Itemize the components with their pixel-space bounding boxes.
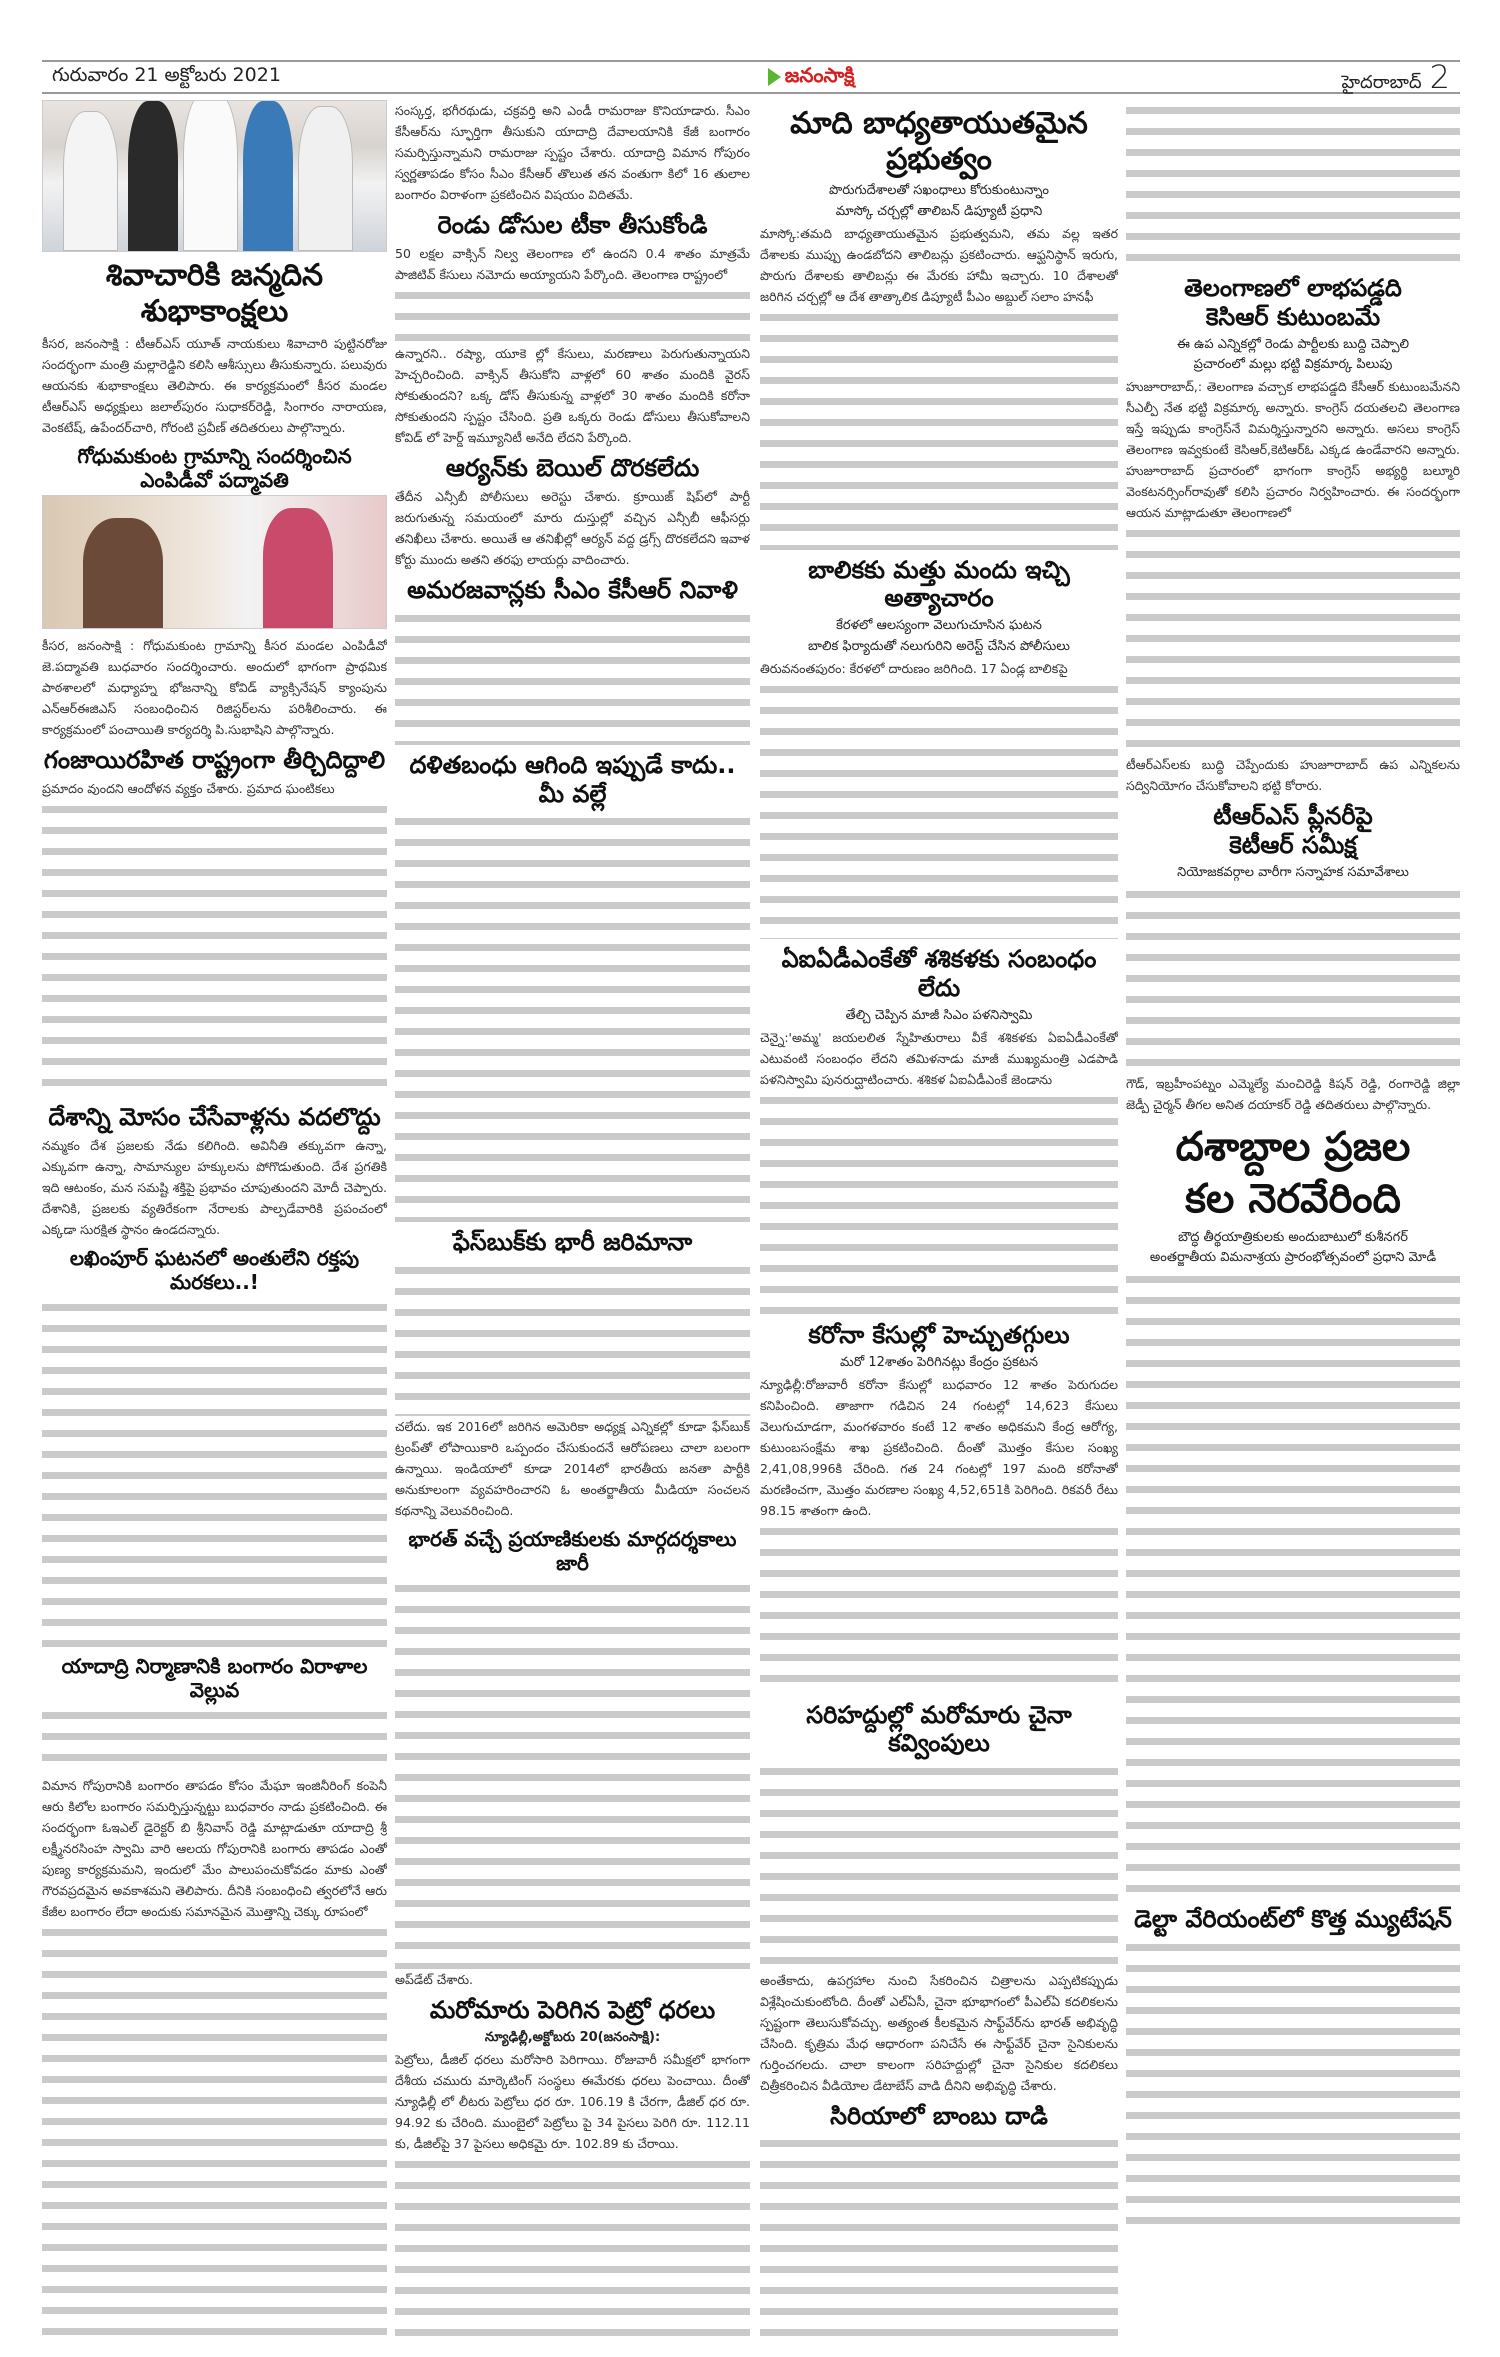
headline: ఆర్యన్‌కు బెయిల్ దొరకలేదు bbox=[445, 454, 700, 483]
article-text-lines bbox=[42, 1705, 387, 1775]
subheadline: మాస్కో చర్చల్లో తాలిబన్ డిప్యూటీ ప్రధాని bbox=[835, 203, 1043, 219]
headline-line: దశాబ్దాల ప్రజల bbox=[1175, 1123, 1411, 1170]
headline: మరోమారు పెరిగిన పెట్రో ధరలు bbox=[429, 1996, 716, 2025]
headline: అమరజవాన్లకు సీఎం కేసీఆర్ నివాళి bbox=[407, 576, 738, 605]
article-text-lines bbox=[1126, 523, 1460, 754]
article-text-lines bbox=[1126, 100, 1460, 268]
article-body: పెట్రోలు, డీజిల్ ధరలు మరోసారి పెరిగాయి. రోజువారీ సమీక్షలో భాగంగా దేశీయ చమురు మార్కెటింగ్ సంస్థలు ఈమేరకు ధరలు పెంచాయి. దీంతో న్యూఢిల్లీ లో లీటరు పెట్రోలు ధర రూ. 106.19 కి చేరగా, డీజిల్ ధర రూ. 94.92 కు చేరింది. ముంబైలో పెట్రోలు పై 34 పైసలు పెరిగి రూ. 112.11 కు, డీజిల్‌పై 37 పైసలు అధికమై రూ. 102.89 కు చేరాయి. bbox=[395, 2051, 750, 2151]
column-1 bbox=[42, 100, 387, 2340]
headline: ఫేస్‌బుక్‌కు భారీ జరిమానా bbox=[452, 1228, 693, 1257]
subheadline: తేల్చి చెప్పిన మాజీ సిఎం పళనిస్వామి bbox=[845, 1007, 1033, 1023]
headline: ఏఐఏడీఎంకేతో శశికళకు సంబంధం లేదు bbox=[781, 945, 1097, 1003]
article-body: నమ్మకం దేశ ప్రజలకు నేడు కలిగింది. అవినీతి తక్కువగా ఉన్నా, ఎక్కువగా ఉన్నా, సామాన్యుల హక్కులను పోగొడుతుంది. దేశ ప్రగతికి ఇది ఆటంకం, మన సమష్టి శక్తిపై ప్రభావం చూపుతుందని మోదీ చెప్పారు. దేశానికి, ప్రజలకు వ్యతిరేకంగా నేరాలకు పాల్పడేవారికి ప్రపంచంలో ఎక్కడా సురక్షిత స్థానం ఉండదన్నారు. bbox=[42, 1138, 387, 1238]
headline-line: తెలంగాణలో లాభపడ్డది bbox=[1184, 274, 1402, 302]
news-photo-birthday bbox=[42, 100, 387, 252]
article-body: విమాన గోపురానికి బంగారం తాపడం కోసం మేఘా ఇంజినీరింగ్ కంపెనీ ఆరు కిలోల బంగారం సమర్పిస్తున్నట్టు బుధవారం నాడు ప్రకటించింది. ఈ సందర్భంగా ఓఇఎల్ డైరెక్టర్ బి శ్రీనివాస్ రెడ్డి మాట్లాడుతూ యాదాద్రి శ్రీ లక్ష్మీనరసింహ స్వామి వారి ఆలయ గోపురానికి బంగారు తాపడం ఎంతో పుణ్య కార్యక్రమమని, ఇందులో మేం పాలుపంచుకోవడం మాకు ఎంతో గౌరవప్రదమైన అవకాశమని తెలిపారు. దీనికి సంబంధించి త్వరలోనే ఆరు కేజీల బంగారం లేదా అందుకు సమానమైన మొత్తాన్ని చెక్కు రూపంలో bbox=[42, 1778, 387, 1920]
headline-line: కల నెరవేరింది bbox=[1185, 1175, 1401, 1222]
article-body: తేదీన ఎన్సీబీ పోలీసులు అరెస్టు చేశారు. క్రూయిజ్ షిప్‌లో పార్టీ జరుగుతున్న సమయంలో మారు దుస్తుల్లో వచ్చిన ఎన్సీబీ ఆఫీసర్లు తనిఖీలు చేశారు. అయితే ఆ తనిఖీల్లో ఆర్యన్ వద్ద డ్రగ్స్ దొరకలేదని ఇవాళ కోర్టు ముందు అతని తరఫు లాయర్లు వాదించారు. bbox=[395, 489, 750, 568]
article-body: గౌడ్, ఇబ్రహీంపట్నం ఎమ్మెల్యే మంచిరెడ్డి కిషన్ రెడ్డి, రంగారెడ్డి జిల్లా జెడ్పీ చైర్మన్ తీగల అనిత దయాకర్ రెడ్డి తదితరులు పాల్గొన్నారు. bbox=[1126, 1075, 1460, 1112]
article-text-lines bbox=[395, 1260, 750, 1416]
logo-text: జనంసాక్షి bbox=[784, 62, 855, 87]
headline: కరోనా కేసుల్లో హెచ్చుతగ్గులు bbox=[808, 1321, 1070, 1350]
headline: దేశాన్ని మోసం చేసేవాళ్లను వదలొద్దు bbox=[48, 1103, 381, 1132]
headline: సరిహద్దుల్లో మరోమారు చైనా కవ్వింపులు bbox=[806, 1700, 1072, 1758]
article-body: న్యూఢిల్లీ:రోజువారీ కరోనా కేసుల్లో బుధవారం 12 శాతం పెరుగుదల కనిపించింది. తాజాగా గడిచిన 24 గంటల్లో 14,623 కేసులు వెలుగుచూడగా, మంగళవారం కంటే 12 శాతం అధికమని కేంద్ర ఆరోగ్య, కుటుంబసంక్షేమ శాఖ ప్రకటించింది. దీంతో మొత్తం కేసుల సంఖ్య 2,41,08,996కి చేరింది. గత 24 గంటల్లో 197 మంది కరోనాతో మరణించగా, మొత్తం మరణాల సంఖ్య 4,52,651కి పెరిగింది. రికవరీ రేటు 98.15 శాతంగా ఉంది. bbox=[760, 1376, 1118, 1518]
page-number: 2 bbox=[1429, 57, 1450, 96]
subheadline: కేరళలో ఆలస్యంగా వెలుగుచూసిన ఘటన bbox=[836, 618, 1042, 634]
subheadline: ఈ ఉప ఎన్నికల్లో రెండు పార్టీలకు బుద్ది చెప్పాలి bbox=[1176, 336, 1410, 352]
headline: డెల్టా వేరియంట్‌లో కొత్త మ్యుటేషన్ bbox=[1134, 1905, 1452, 1934]
column-3 bbox=[760, 100, 1118, 2340]
headline-line: కెసిఆర్ కుటుంబమే bbox=[1205, 302, 1381, 331]
issue-date: గురువారం 21 అక్టోబరు 2021 bbox=[52, 63, 281, 86]
headline: గంజాయిరహిత రాష్ట్రంగా తీర్చిదిద్దాలి bbox=[43, 746, 386, 775]
subheadline: పొరుగుదేశాలతో సఖంధాలు కోరుకుంటున్నాం bbox=[829, 183, 1049, 198]
newspaper-logo bbox=[768, 63, 855, 92]
subheadline: బాలిక ఫిర్యాదుతో నలుగురిని అరెస్ట్ చేసిన పోలీసులు bbox=[808, 639, 1070, 655]
article-text-lines bbox=[395, 285, 750, 344]
headline bbox=[1126, 802, 1460, 860]
headline: బాలికకు మత్తు మందు ఇచ్చి అత్యాచారం bbox=[808, 555, 1070, 613]
article-text-lines bbox=[395, 2154, 750, 2340]
headline-line: కెటీఆర్ సమీక్ష bbox=[1229, 830, 1357, 859]
headline: గోధుమకుంట గ్రామాన్ని సందర్శించిన ఎంపిడీవో పద్మావతి bbox=[77, 444, 352, 493]
article-body: చెన్నై:'అమ్మ' జయలలిత స్నేహితురాలు వీకే శశికళకు ఏఐఏడీఎంకేతో ఎటువంటి సంబంధం లేదని తమిళనాడు మాజీ ముఖ్యమంత్రి ఎడపాడి పళనిస్వామి పునరుద్ఘాటించారు. శశికళ ఏఐఏడీఎంకే జెండాను bbox=[760, 1029, 1118, 1087]
subheadline: మరో 12శాతం పెరిగినట్లు కేంద్రం ప్రకటన bbox=[840, 1355, 1038, 1371]
article-body: సంస్కర్త, భగీరథుడు, చక్రవర్తి అని ఎండీ రామరాజు కొనియాడారు. సీఎం కేసీఆర్‌ను స్ఫూర్తిగా తీసుకుని యాదాద్రి దేవాలయానికి కేజీ బంగారం సమర్పిస్తున్నామని రామరాజు స్పష్టం చేశారు. యాదాద్రి విమాన గోపురం స్వర్ణతాపడం కోసం సీఎం కేసీఆర్ తొలుత తన వంతుగా కిలో 16 తులాల బంగారం విరాళంగా ప్రకటించిన విషయం విదితమే. bbox=[395, 103, 750, 202]
headline: శివాచారికి జన్మదిన శుభాకాంక్షలు bbox=[105, 258, 324, 330]
headline: యాదాద్రి నిర్మాణానికి బంగారం విరాళాల వెల్లువ bbox=[61, 1654, 368, 1703]
article-text-lines bbox=[395, 1578, 750, 1969]
headline-line: టీఆర్ఎస్ ప్లీనరీపై bbox=[1213, 802, 1373, 831]
article-text-lines bbox=[1126, 1269, 1460, 1899]
dateline: న్యూఢిల్లీ,అక్టోబరు 20(జనంసాక్షి): bbox=[484, 2030, 661, 2046]
article-text-lines bbox=[42, 799, 387, 1097]
headline bbox=[1126, 274, 1460, 332]
subheadline: బౌద్ధ తీర్థయాత్రికులకు అందుబాటులో కుశీనగర్ bbox=[1178, 1229, 1408, 1245]
headline: మాది బాధ్యతాయుతమైన ప్రభుత్వం bbox=[790, 106, 1088, 177]
article-body: తిరువనంతపురం: కేరళలో దారుణం జరిగింది. 17 ఏండ్ల బాలికపై bbox=[760, 660, 1068, 676]
article-body: ఉన్నారని.. రష్యా, యూకె ల్లో కేసులు, మరణాలు పెరుగుతున్నాయని హెచ్చరించింది. వాక్సిన్ తీసుకోని వాళ్లలో 60 శాతం మందికి వైరస్ సోకుతుందని? ఒక్క డోస్ తీసుకున్న వాళ్లలో 30 శాతం మందికి కరోనా సోకుతుందని స్పష్టం చేసింది. ప్రతి ఒక్కరు రెండు డోసులు తీసుకోవాలని కోవిడ్ లో హెర్డ్ ఇమ్యూనిటీ అనేది లేదని పేర్కొంది. bbox=[395, 346, 750, 446]
column-2 bbox=[395, 100, 750, 2340]
article-text-lines bbox=[760, 1521, 1118, 1695]
article-body: 50 లక్షల వాక్సిన్ నిల్వ తెలంగాణ లో ఉందని 0.4 శాతం మాత్రమే పాజిటివ్ కేసులు నమోదు అయ్యాయని పేర్కొంది. తెలంగాణ రాష్ట్రంలో bbox=[395, 245, 750, 282]
article-body: ప్రమాదం వుందని ఆందోళన వ్యక్తం చేశారు. ప్రమాద ఘంటికలు bbox=[42, 781, 335, 797]
headline: సిరియాలో బాంబు దాడి bbox=[830, 2101, 1048, 2130]
article-text-lines bbox=[760, 1761, 1118, 1969]
article-text-lines bbox=[395, 811, 750, 1222]
article-text-lines bbox=[760, 2133, 1118, 2340]
article-body: టీఆర్ఎస్‌లకు బుద్ధి చెప్పేందుకు హుజూరాబాద్ ఉప ఎన్నికలను సద్వినియోగం చేసుకోవాలని భట్టి కోరారు. bbox=[1126, 757, 1460, 794]
article-body: అంతేకాదు, ఉపగ్రహాల నుంచి సేకరించిన చిత్రాలను ఎప్పటికప్పుడు విశ్లేషించుకుంటోంది. దీంతో ఎల్ఏసీ, చైనా భూభాగంలో పీఎల్ఏ కదలికలను స్పష్టంగా తెలుసుకోవచ్చు. అత్యంత కీలకమైన సాఫ్ట్‌వేర్‌ను భారత్ అభివృద్ధి చేసింది. కృత్రిమ మేధ ఆధారంగా పనిచేసే ఈ సాఫ్ట్‌వేర్ చైనా సైనికులను గుర్తించగలదు. చాలా కాలంగా సరిహద్దుల్లో చైనా సైనికుల కదలికలు చిత్రీకరించిన వీడియోల డేటాబేస్ వాడి దీనిని అభివృద్ధి చేశారు. bbox=[760, 1972, 1118, 2093]
headline bbox=[1126, 1121, 1460, 1225]
subheadline: అంతర్జాతీయ విమనాశ్రయ ప్రారంభోత్సవంలో ప్రధాని మోడీ bbox=[1149, 1250, 1437, 1266]
masthead bbox=[42, 57, 1460, 96]
article-body: కీసర, జనంసాక్షి : టీఆర్ఎస్ యూత్ నాయకులు శివాచారి పుట్టినరోజు సందర్భంగా మంత్రి మల్లారెడ్డిని కలిసి ఆశీస్సులు తీసుకున్నారు. పలువురు ఆయనకు శుభాకాంక్షలు తెలిపారు. ఈ కార్యక్రమంలో కీసర మండల టీఆర్ఎస్ అధ్యక్షులు జలాల్‌పురం సుధాకర్‌రెడ్డి, సింగారం నారాయణ, వెంకటేష్, ఉపేందర్‌చారి, గోరంటి ప్రవీణ్ తదితరులు పాల్గొన్నారు. bbox=[42, 336, 387, 436]
article-text-lines bbox=[1126, 1937, 1460, 2237]
headline: లఖింపూర్ ఘటనలో అంతులేని రక్తపు మరకలు..! bbox=[69, 1246, 360, 1295]
article-body: కీసర, జనంసాక్షి : గోధుమకుంట గ్రామాన్ని కీసర మండల ఎంపిడీవో జె.పద్మావతి బుధవారం సందర్శించారు. అందులో భాగంగా ప్రాథమిక పాఠశాలలో మధ్యాహ్న భోజనాన్ని కోవిడ్ వ్యాక్సినేషన్ క్యాంపును ఎన్ఆర్ఈజిఎస్ సంబంధించిన రిజిస్టర్‌లను పరిశీలించారు. ఈ కార్యక్రమంలో పంచాయితి కార్యదర్శి పి.సుభాషిని పాల్గొన్నారు. bbox=[42, 638, 387, 738]
article-text-lines bbox=[42, 1297, 387, 1648]
article-text-lines bbox=[760, 1090, 1118, 1316]
edition-name: హైదరాబాద్ bbox=[1341, 71, 1422, 93]
subheadline: నియోజకవర్గాల వారీగా సన్నాహక సమావేశాలు bbox=[1177, 864, 1409, 880]
edition-info bbox=[1341, 58, 1450, 97]
column-4 bbox=[1126, 100, 1460, 2340]
article-text-lines bbox=[395, 608, 750, 745]
headline: రెండు డోసుల టీకా తీసుకోండి bbox=[437, 211, 708, 239]
article-body: అప్‌డేట్ చేశారు. bbox=[395, 1972, 473, 1988]
news-photo-mpdo bbox=[42, 495, 387, 629]
article-text-lines bbox=[760, 307, 1118, 550]
logo-triangle-icon bbox=[768, 68, 781, 86]
article-body: చలేదు. ఇక 2016లో జరిగిన అమెరికా అధ్యక్ష ఎన్నికల్లో కూడా ఫేస్‌బుక్ ట్రంప్‌తో లోపాయికారి ఒప్పందం చేసుకుందనే ఆరోపణలు చాలా బలంగా ఉన్నాయి. ఇండియాలో కూడా 2014లో భారతీయ జనతా పార్టీకి అనుకూలంగా వ్యవహరించారని ఓ అంతర్జాతీయ మీడియా సంచలన కథనాన్ని వెలువరించింది. bbox=[395, 1419, 750, 1519]
article-text-lines bbox=[760, 679, 1118, 939]
article-text-lines bbox=[1126, 884, 1460, 1073]
headline: భారత్ వచ్చే ప్రయాణికులకు మార్గదర్శకాలు జారీ bbox=[408, 1527, 737, 1576]
article-text-lines bbox=[42, 1922, 387, 2340]
article-body: మాస్కో:తమది బాధ్యతాయుతమైన ప్రభుత్వమని, తమ వల్ల ఇతర దేశాలకు ముప్పు ఉండబోదని తాలిబన్లు ప్రకటించారు. ఆఫ్ఘనిస్థాన్ ఇరుగు, పొరుగు దేశాలకు తాలిబన్లు ఈ మేరకు హామీ ఇచ్చారు. 10 దేశాలతో జరిగిన చర్చల్లో ఆ దేశ తాత్కాలిక డిప్యూటీ పీఎం అబ్దుల్ సలాం హనఫీ bbox=[760, 225, 1118, 304]
article-body: హుజూరాబాద్,: తెలంగాణ వచ్చాక లాభపడ్డది కేసీఆర్ కుటుంబమేనని సీఎల్పీ నేత భట్టి విక్రమార్క అన్నారు. కాంగ్రెస్ దయతలచి తెలంగాణ ఇస్తే ఇప్పుడు కాంగ్రెస్‌నే విమర్శిస్తున్నారని అన్నారు. అసలు కాంగ్రెస్ తెలంగాణ ఇవ్వకుంటే కెసిఆర్,కెటిఆర్‌ఓ ఎక్కడ ఉండేవారని అన్నారు. హుజూరాబాద్ ప్రచారంలో భాగంగా కాంగ్రెస్ అభ్యర్థి బల్మూరి వెంకటనర్సింగ్‌రావుతో కలిసి ప్రచారం నిర్వహించారు. ఈ సందర్భంగా ఆయన మాట్లాడుతూ తెలంగాణలో bbox=[1126, 379, 1460, 521]
subheadline: ప్రచారంలో మల్లు భట్టి విక్రమార్క పిలుపు bbox=[1193, 357, 1393, 373]
headline: దళితబంధు ఆగింది ఇప్పుడే కాదు.. మీ వల్లే bbox=[409, 750, 736, 808]
